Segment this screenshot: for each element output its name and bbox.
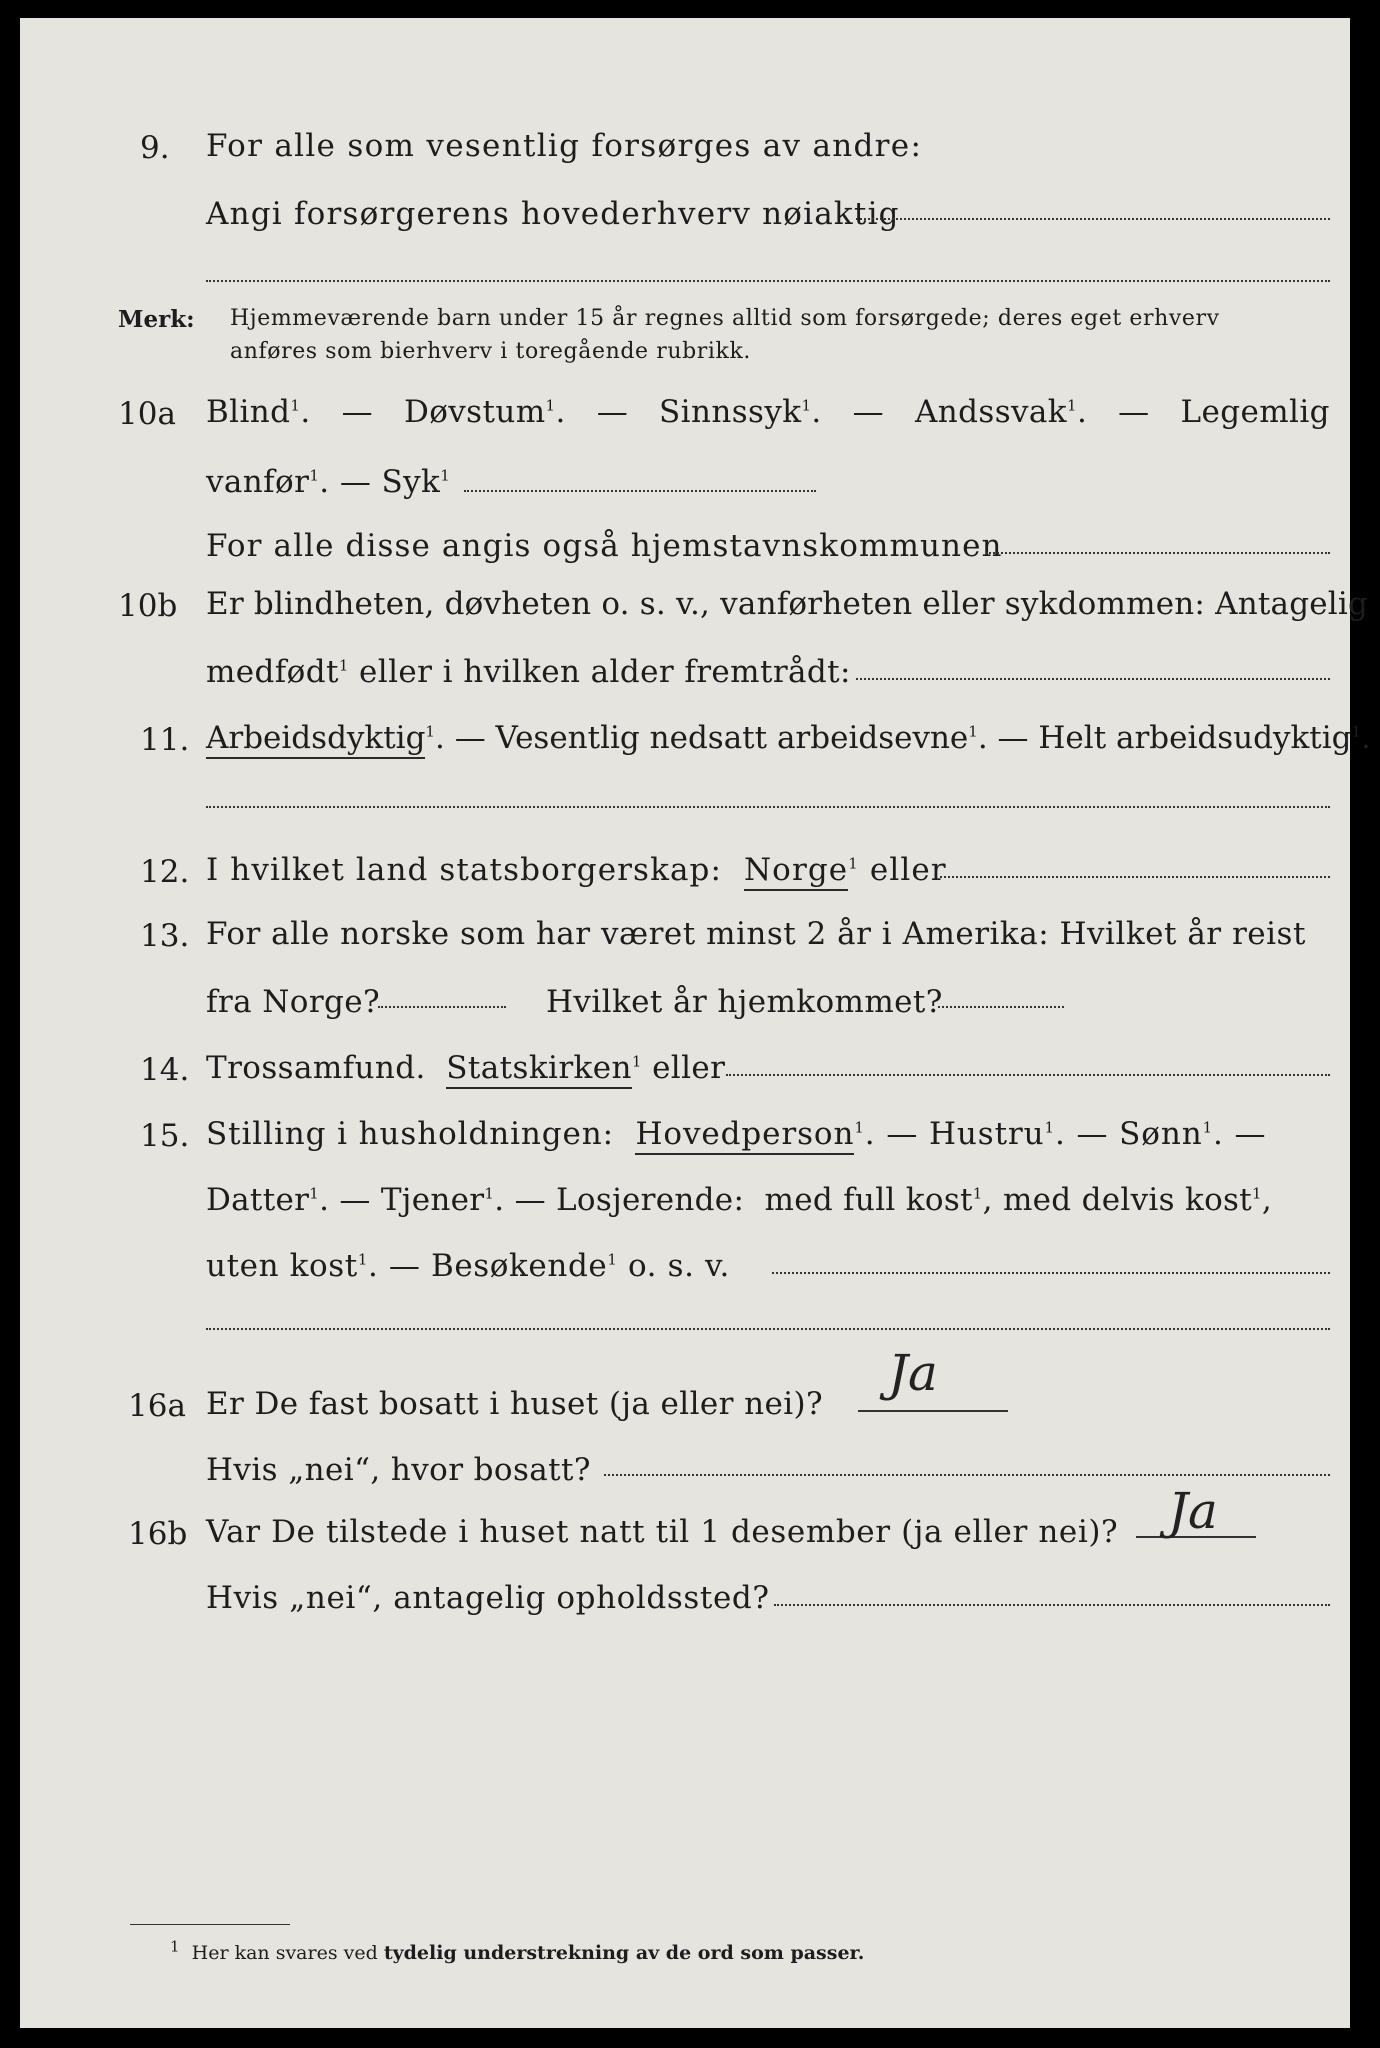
option-legemlig[interactable]: Legemlig xyxy=(1180,394,1330,430)
q16b-number: 16b xyxy=(128,1516,188,1552)
option-datter[interactable]: Datter xyxy=(206,1182,310,1218)
q16a-answer-line xyxy=(858,1410,1008,1412)
q16a-bosatt-line xyxy=(604,1474,1330,1476)
q13-hjem-line xyxy=(938,1006,1064,1008)
q11-number: 11. xyxy=(140,722,190,758)
q16b-handwritten-answer: Ja xyxy=(1168,1482,1218,1540)
option-besokende[interactable]: — Besøkende xyxy=(388,1248,608,1284)
option-blind[interactable]: Blind xyxy=(206,394,291,430)
option-tjener[interactable]: — Tjener xyxy=(339,1182,485,1218)
option-delvis-kost[interactable]: , med delvis kost xyxy=(982,1182,1252,1218)
q15-number: 15. xyxy=(140,1118,190,1154)
q9-line2: Angi forsørgerens hovederhverv nøiaktig xyxy=(206,196,900,232)
option-sonn[interactable]: — Sønn xyxy=(1076,1116,1203,1152)
q9-answer-line xyxy=(856,218,1330,220)
merk-label: Merk: xyxy=(118,306,195,333)
option-medfodt[interactable]: medfødt xyxy=(206,654,339,690)
merk-line1: Hjemmeværende barn under 15 år regnes alltid som forsørgede; deres eget erhverv xyxy=(230,306,1220,331)
option-nedsatt[interactable]: — Vesentlig nedsatt arbeidsevne xyxy=(454,720,969,756)
q9-line1: For alle som vesentlig forsørges av andre: xyxy=(206,128,923,164)
q16b-line2: Hvis „nei“, antagelig opholdssted? xyxy=(206,1580,770,1616)
q13-fra: fra Norge? xyxy=(206,984,381,1020)
option-sinnssyk[interactable]: Sinnssyk xyxy=(659,394,802,430)
q9-number: 9. xyxy=(140,130,170,166)
q11-answer-line xyxy=(206,806,1330,808)
footnote-divider xyxy=(130,1924,290,1925)
q16a-line1: Er De fast bosatt i huset (ja eller nei)? xyxy=(206,1386,824,1422)
option-udyktig[interactable]: — Helt arbeidsudyktig xyxy=(997,720,1352,756)
q13-line1: For alle norske som har været minst 2 år i Amerika: Hvilket år reist xyxy=(206,916,1306,952)
q15-answer-line-2 xyxy=(206,1328,1330,1330)
option-andssvak[interactable]: Andssvak xyxy=(914,394,1067,430)
q10b-line1: Er blindheten, døvheten o. s. v., vanførheten eller sykdommen: Antagelig xyxy=(206,586,1369,622)
q10a-line3: For alle disse angis også hjemstavnskommunen xyxy=(206,528,1003,564)
q15-line3: uten kost$^1$. — Besøkende$^1$ o. s. v. xyxy=(206,1248,730,1284)
q16a-number: 16a xyxy=(128,1388,186,1424)
q13-number: 13. xyxy=(140,918,190,954)
option-hovedperson[interactable]: Hovedperson xyxy=(635,1116,854,1155)
q13-hjem: Hvilket år hjemkommet? xyxy=(546,984,943,1020)
merk-line2: anføres som bierhverv i toregående rubrikk. xyxy=(230,339,752,364)
census-form-page xyxy=(20,18,1371,2028)
q16b-line1: Var De tilstede i huset natt til 1 desember (ja eller nei)? xyxy=(206,1514,1119,1550)
q11-line: Arbeidsdyktig$^1$. — Vesentlig nedsatt arbeidsevne$^1$. — Helt arbeidsudyktig$^1$. xyxy=(206,720,1371,756)
q9-answer-line-2 xyxy=(206,280,1330,282)
q16a-line2: Hvis „nei“, hvor bosatt? xyxy=(206,1452,591,1488)
q10b-answer-line xyxy=(856,678,1330,680)
q10b-line2: medfødt$^1$ eller i hvilken alder fremtrådt: xyxy=(206,654,851,690)
option-syk[interactable]: Syk xyxy=(381,464,441,500)
q14-number: 14. xyxy=(140,1052,190,1088)
q15-answer-line xyxy=(772,1272,1330,1274)
q12-number: 12. xyxy=(140,854,190,890)
q16a-handwritten-answer: Ja xyxy=(888,1344,938,1402)
q10a-syk-line xyxy=(464,490,816,492)
q13-fra-line xyxy=(378,1006,506,1008)
footnote: $^1$ Her kan svares ved tydelig understrekning av de ord som passer. xyxy=(170,1937,865,1964)
q10a-number: 10a xyxy=(118,396,176,432)
q10b-number: 10b xyxy=(118,588,178,624)
q15-line2: Datter$^1$. — Tjener$^1$. — Losjerende: med full kost$^1$, med delvis kost$^1$, xyxy=(206,1182,1272,1218)
option-vanfor[interactable]: vanfør xyxy=(206,464,310,500)
option-full-kost[interactable]: med full kost xyxy=(764,1182,973,1218)
q10a-line2: vanfør$^1$. — Syk$^1$ xyxy=(206,464,451,500)
q10a-kommune-line xyxy=(986,552,1330,554)
q14-answer-line xyxy=(726,1074,1330,1076)
option-hustru[interactable]: — Hustru xyxy=(886,1116,1045,1152)
option-arbeidsdyktig[interactable]: Arbeidsdyktig xyxy=(206,720,425,759)
q14-line: Trossamfund. Statskirken$^1$ eller xyxy=(206,1050,725,1086)
option-norge[interactable]: Norge xyxy=(744,852,848,891)
q16b-opholdssted-line xyxy=(774,1604,1330,1606)
q10a-line1: Blind$^1$. — Døvstum$^1$. — Sinnssyk$^1$. — Andssvak$^1$. — Legemlig xyxy=(206,394,1330,430)
option-uten-kost[interactable]: uten kost xyxy=(206,1248,358,1284)
option-statskirken[interactable]: Statskirken xyxy=(446,1050,632,1089)
q12-line: I hvilket land statsborgerskap: Norge$^1$ eller xyxy=(206,852,947,888)
q15-line1: Stilling i husholdningen: Hovedperson$^1$. — Hustru$^1$. — Sønn$^1$. — xyxy=(206,1116,1266,1152)
option-dovstum[interactable]: Døvstum xyxy=(403,394,546,430)
q12-answer-line xyxy=(940,876,1330,878)
